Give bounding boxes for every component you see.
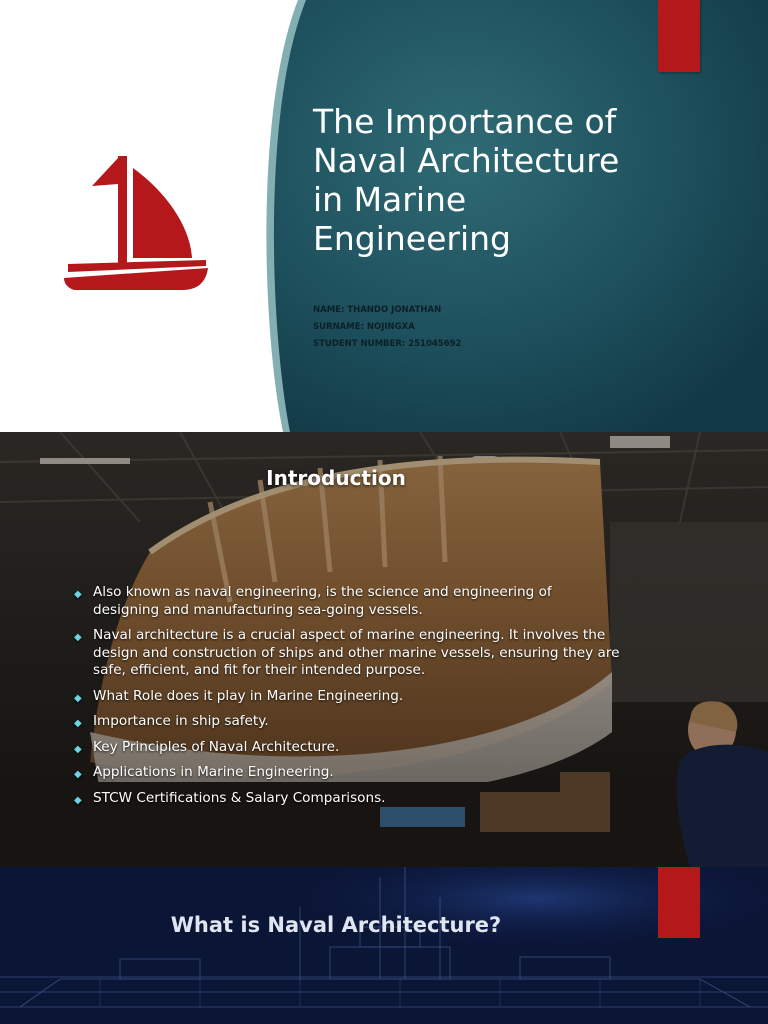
intro-bullet-list — [74, 584, 622, 815]
diamond-bullet-icon: ◆ — [74, 589, 82, 600]
list-item: ◆ STCW Certifications & Salary Comparisons. — [74, 790, 622, 808]
name-line: NAME: THANDO JONATHAN — [313, 305, 442, 315]
ship-blueprint-background — [0, 867, 768, 1024]
list-item: ◆ Importance in ship safety. — [74, 713, 622, 731]
student-number-line: STUDENT NUMBER: 251045692 — [313, 339, 462, 349]
list-item: ◆ Naval architecture is a crucial aspect of marine engineering. It involves the design and construction of ships and other marine vessels, ensuring they are safe, efficient, and fit for their intended purpose. — [74, 627, 620, 678]
diamond-bullet-icon: ◆ — [74, 692, 82, 704]
diamond-bullet-icon: ◆ — [74, 632, 82, 643]
section-title: What is Naval Architecture? — [170, 913, 502, 937]
list-item: ◆ Applications in Marine Engineering. — [74, 764, 622, 782]
presentation-title: The Importance of Naval Architecture in Marine Engineering — [313, 102, 620, 258]
author-details — [313, 302, 633, 353]
red-accent-tab — [658, 0, 700, 72]
list-item: ◆ Key Principles of Naval Architecture. — [74, 739, 622, 757]
introduction-slide — [0, 432, 768, 867]
surname-line: SURNAME: NOJINGXA — [313, 322, 415, 332]
list-item: ◆ What Role does it play in Marine Engineering. — [74, 688, 622, 706]
diamond-bullet-icon: ◆ — [74, 769, 82, 780]
diamond-bullet-icon: ◆ — [74, 718, 82, 729]
section-title: Introduction — [266, 466, 406, 490]
list-item: ◆ Also known as naval engineering, is the science and engineering of designing and manufacturing sea-going vessels. — [74, 584, 552, 618]
definition-slide — [0, 867, 768, 1024]
sailboat-icon — [58, 154, 210, 294]
diamond-bullet-icon: ◆ — [74, 794, 82, 806]
title-slide — [0, 0, 768, 432]
diamond-bullet-icon: ◆ — [74, 743, 82, 755]
